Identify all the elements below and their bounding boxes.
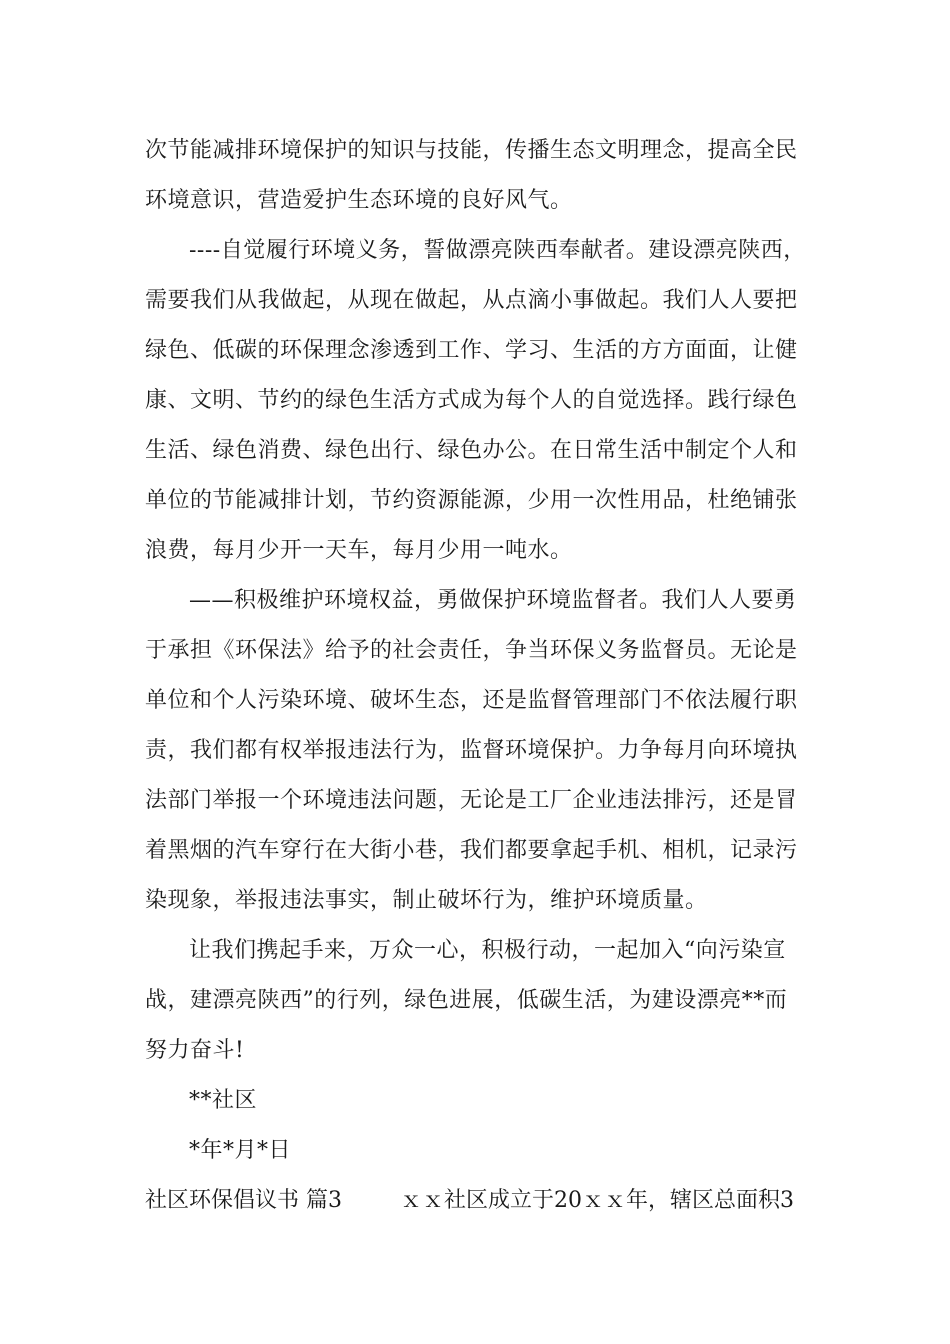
text-line: 单位和个人污染环境、破坏生态，还是监督管理部门不依法履行职 bbox=[145, 688, 798, 713]
text-line: 次节能减排环境保护的知识与技能，传播生态文明理念，提高全民 bbox=[145, 138, 798, 163]
text-line: 于承担《环保法》给予的社会责任，争当环保义务监督员。无论是 bbox=[145, 638, 798, 663]
text-line: 浪费，每月少开一天车，每月少用一吨水。 bbox=[145, 538, 573, 563]
text-line: 战，建漂亮陕西”的行列，绿色进展，低碳生活，为建设漂亮**而 bbox=[145, 988, 788, 1013]
text-line: 让我们携起手来，万众一心，积极行动，一起加入“向污染宣 bbox=[189, 938, 786, 963]
text-line: 需要我们从我做起，从现在做起，从点滴小事做起。我们人人要把 bbox=[145, 288, 798, 313]
text-line: 法部门举报一个环境违法问题，无论是工厂企业违法排污，还是冒 bbox=[145, 788, 798, 813]
text-line: 染现象，举报违法事实，制止破坏行为，维护环境质量。 bbox=[145, 888, 708, 913]
text-line: 努力奋斗! bbox=[145, 1038, 245, 1063]
text-line: 着黑烟的汽车穿行在大街小巷，我们都要拿起手机、相机，记录污 bbox=[145, 838, 798, 863]
text-line: ｘｘ社区成立于20ｘｘ年，辖区总面积3 bbox=[400, 1188, 794, 1213]
text-line: ——积极维护环境权益，勇做保护环境监督者。我们人人要勇 bbox=[189, 588, 797, 613]
text-line: 责，我们都有权举报违法行为，监督环境保护。力争每月向环境执 bbox=[145, 738, 798, 763]
text-line: ----自觉履行环境义务，誓做漂亮陕西奉献者。建设漂亮陕西， bbox=[189, 238, 806, 263]
text-line: 单位的节能减排计划，节约资源能源，少用一次性用品，杜绝铺张 bbox=[145, 488, 798, 513]
text-line: 康、文明、节约的绿色生活方式成为每个人的自觉选择。践行绿色 bbox=[145, 388, 798, 413]
text-line: 环境意识，营造爱护生态环境的良好风气。 bbox=[145, 188, 573, 213]
signature-organization: **社区 bbox=[189, 1088, 258, 1113]
signature-date: *年*月*日 bbox=[189, 1138, 292, 1163]
section-heading: 社区环保倡议书 篇3 bbox=[145, 1188, 342, 1213]
text-line: 绿色、低碳的环保理念渗透到工作、学习、生活的方方面面，让健 bbox=[145, 338, 798, 363]
text-line: 生活、绿色消费、绿色出行、绿色办公。在日常生活中制定个人和 bbox=[145, 438, 798, 463]
